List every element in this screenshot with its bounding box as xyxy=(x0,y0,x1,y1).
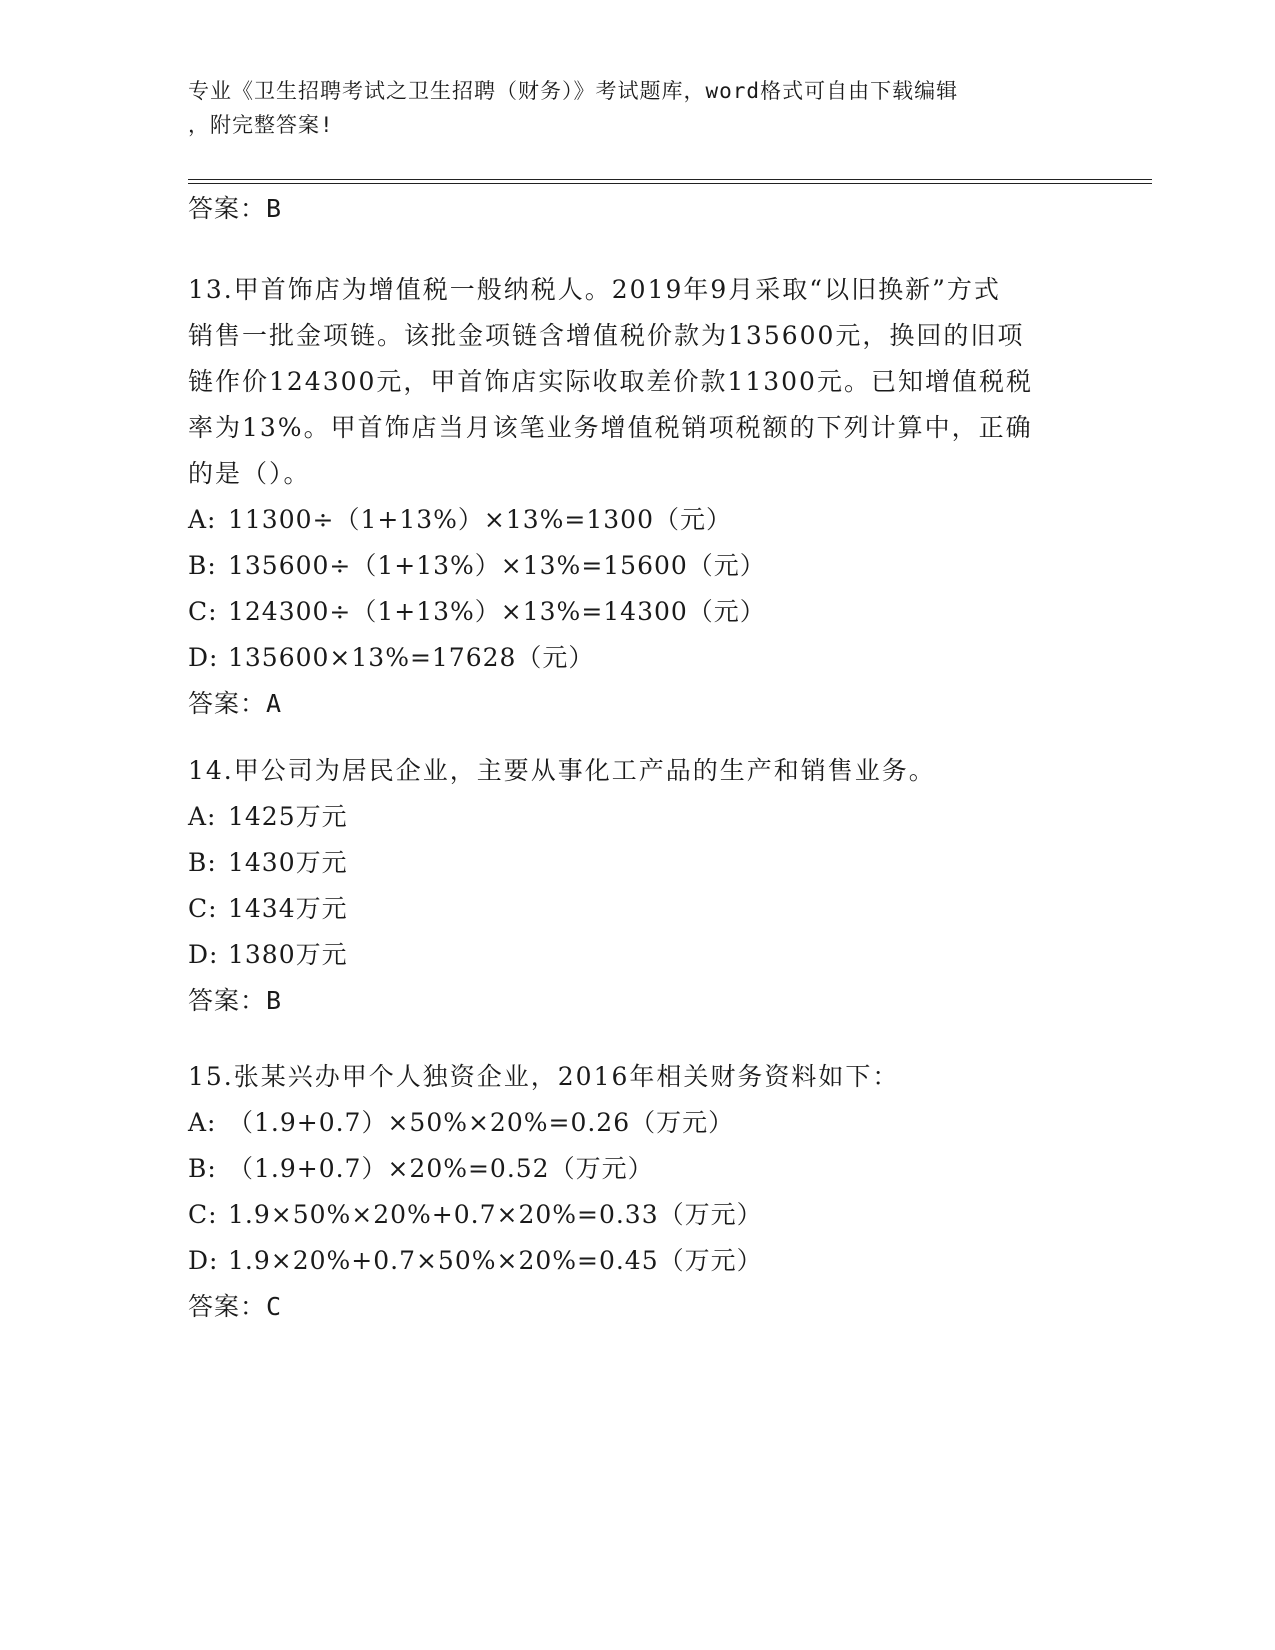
option-letter: D: xyxy=(188,940,219,969)
header-rule-bottom xyxy=(188,183,1152,184)
option-b xyxy=(188,840,1088,886)
option-text: 1380万元 xyxy=(228,940,348,969)
option-text: 1.9×20%+0.7×50%×20%=0.45（万元） xyxy=(228,1246,763,1275)
option-text: 1434万元 xyxy=(228,894,348,923)
option-text: （1.9+0.7）×20%=0.52（万元） xyxy=(228,1154,654,1183)
option-text: （1.9+0.7）×50%×20%=0.26（万元） xyxy=(228,1108,735,1137)
question-line: 销售一批金项链。该批金项链含增值税价款为135600元，换回的旧项 xyxy=(188,321,1025,350)
option-c xyxy=(188,1192,1088,1238)
option-letter: C: xyxy=(188,894,218,923)
option-c xyxy=(188,886,1088,932)
question-13-text xyxy=(188,267,1088,497)
option-a xyxy=(188,497,1088,543)
answer-label: 答案：B xyxy=(188,986,283,1015)
option-letter: D: xyxy=(188,643,219,672)
question-13 xyxy=(188,267,1088,733)
option-c xyxy=(188,589,1088,635)
answer-label: 答案：A xyxy=(188,689,283,718)
option-letter: C: xyxy=(188,597,218,626)
prev-answer-block xyxy=(188,192,1088,238)
answer-label: 答案：B xyxy=(188,194,283,223)
option-letter: D: xyxy=(188,1246,219,1275)
question-14-text xyxy=(188,748,1088,794)
option-letter: A: xyxy=(188,1108,217,1137)
question-line: 13.甲首饰店为增值税一般纳税人。2019年9月采取“以旧换新”方式 xyxy=(188,275,1001,304)
option-text: 135600×13%=17628（元） xyxy=(228,643,595,672)
option-text: 124300÷（1+13%）×13%=14300（元） xyxy=(228,597,766,626)
header-line-1: 专业《卫生招聘考试之卫生招聘（财务）》考试题库，word格式可自由下载编辑 xyxy=(188,79,959,103)
option-d xyxy=(188,635,1088,681)
question-14 xyxy=(188,748,1088,1030)
option-text: 135600÷（1+13%）×13%=15600（元） xyxy=(228,551,766,580)
option-d xyxy=(188,1238,1088,1284)
answer-label: 答案：C xyxy=(188,1292,283,1321)
option-letter: A: xyxy=(188,505,217,534)
document-header xyxy=(188,74,1068,142)
option-letter: B: xyxy=(188,551,217,580)
option-text: 1430万元 xyxy=(228,848,348,877)
option-letter: A: xyxy=(188,802,217,831)
header-rule-top xyxy=(188,179,1152,180)
option-text: 1425万元 xyxy=(228,802,348,831)
option-text: 11300÷（1+13%）×13%=1300（元） xyxy=(228,505,732,534)
header-line-2: ，附完整答案! xyxy=(188,113,334,137)
question-line: 的是（）。 xyxy=(188,459,311,488)
question-line: 15.张某兴办甲个人独资企业，2016年相关财务资料如下： xyxy=(188,1062,900,1091)
option-d xyxy=(188,932,1088,978)
option-b xyxy=(188,543,1088,589)
option-letter: B: xyxy=(188,848,217,877)
option-letter: C: xyxy=(188,1200,218,1229)
question-line: 链作价124300元，甲首饰店实际收取差价款11300元。已知增值税税 xyxy=(188,367,1033,396)
option-b xyxy=(188,1146,1088,1192)
question-15 xyxy=(188,1054,1088,1336)
option-a xyxy=(188,1100,1088,1146)
question-line: 率为13%。甲首饰店当月该笔业务增值税销项税额的下列计算中，正确 xyxy=(188,413,1033,442)
option-a xyxy=(188,794,1088,840)
option-letter: B: xyxy=(188,1154,217,1183)
question-15-text xyxy=(188,1054,1088,1100)
option-text: 1.9×50%×20%+0.7×20%=0.33（万元） xyxy=(228,1200,763,1229)
question-line: 14.甲公司为居民企业，主要从事化工产品的生产和销售业务。 xyxy=(188,756,936,785)
